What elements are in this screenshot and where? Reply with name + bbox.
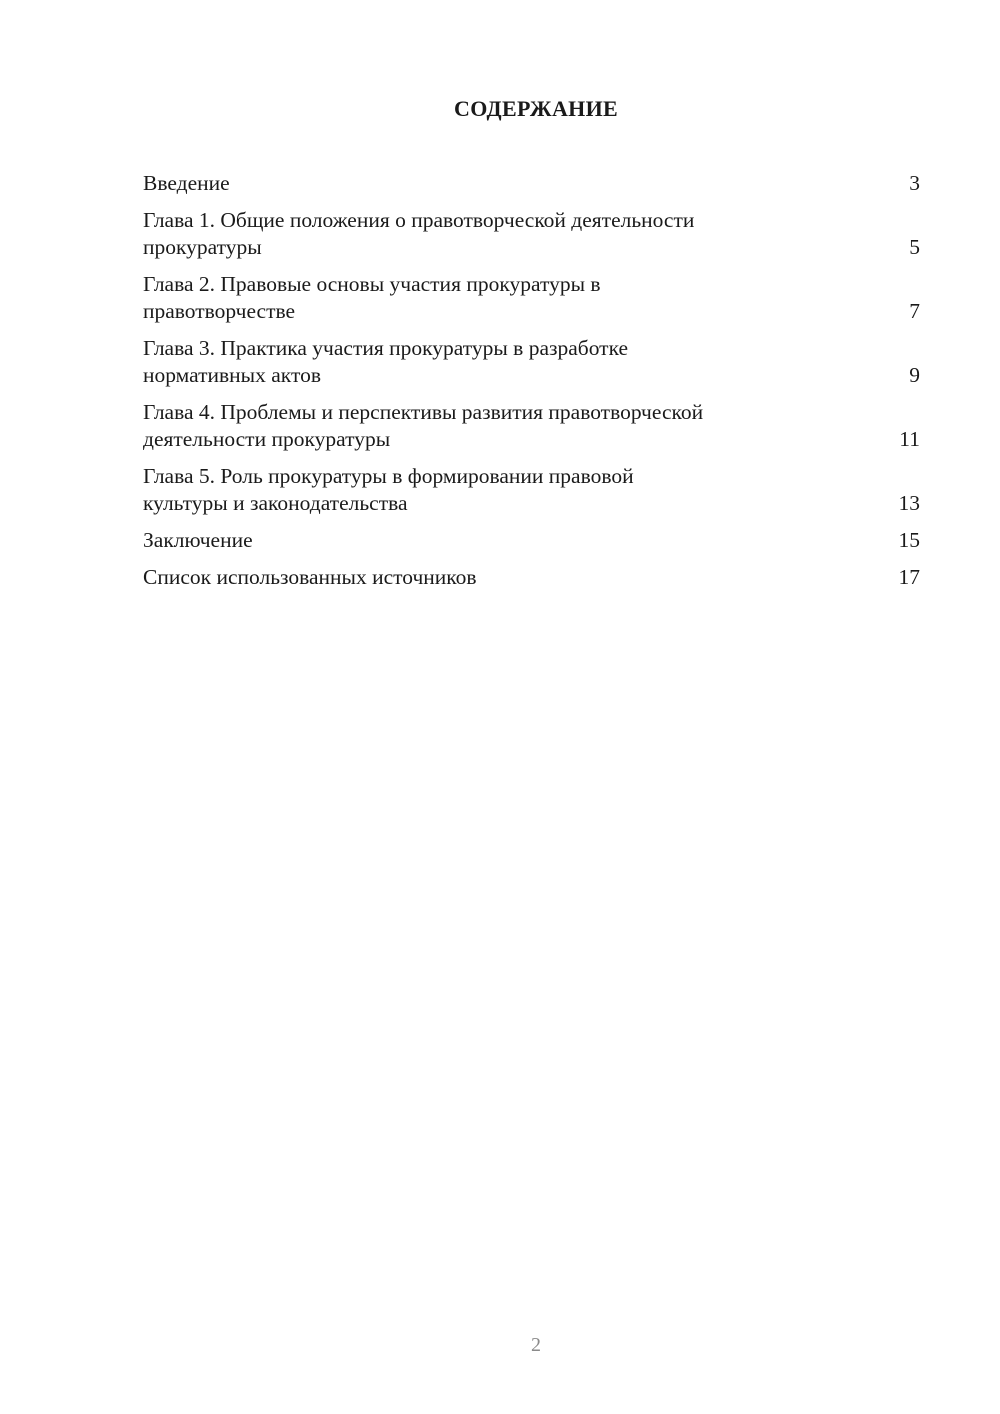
toc-entry-text: Заключение bbox=[143, 528, 253, 552]
toc-entry-page: 15 bbox=[898, 528, 920, 552]
toc-entry-page: 9 bbox=[909, 363, 920, 387]
toc-entry-references bbox=[143, 564, 920, 591]
toc-entry-page: 7 bbox=[909, 299, 920, 323]
toc-entry-text: Глава 1. Общие положения о правотворческой деятельности прокуратуры bbox=[143, 208, 695, 259]
toc-entry-chapter-1 bbox=[143, 207, 920, 261]
page-number: 2 bbox=[531, 1334, 541, 1356]
toc-entry-page: 5 bbox=[909, 235, 920, 259]
toc-entry-page: 3 bbox=[909, 171, 920, 195]
toc-entry-page: 17 bbox=[898, 565, 920, 589]
toc-entry-text: Глава 4. Проблемы и перспективы развития правотворческой деятельности прокуратуры bbox=[143, 400, 704, 451]
page-title: СОДЕРЖАНИЕ bbox=[454, 96, 618, 121]
toc-entry-introduction bbox=[143, 170, 920, 197]
toc-entry-page: 11 bbox=[899, 427, 920, 451]
toc-entry-chapter-4 bbox=[143, 399, 920, 453]
toc-entry-page: 13 bbox=[898, 491, 920, 515]
toc-entry-chapter-5 bbox=[143, 463, 920, 517]
toc-entry-text: Список использованных источников bbox=[143, 565, 477, 589]
toc-entry-conclusion bbox=[143, 527, 920, 554]
toc-entry-text: Введение bbox=[143, 171, 230, 195]
toc-entry-chapter-2 bbox=[143, 271, 920, 325]
toc-entry-text: Глава 3. Практика участия прокуратуры в разработке нормативных актов bbox=[143, 336, 629, 387]
toc-entry-text: Глава 2. Правовые основы участия прокуратуры в правотворчестве bbox=[143, 272, 601, 323]
toc-entry-chapter-3 bbox=[143, 335, 920, 389]
toc-entry-text: Глава 5. Роль прокуратуры в формировании правовой культуры и законодательства bbox=[143, 464, 634, 515]
table-of-contents bbox=[143, 170, 920, 601]
